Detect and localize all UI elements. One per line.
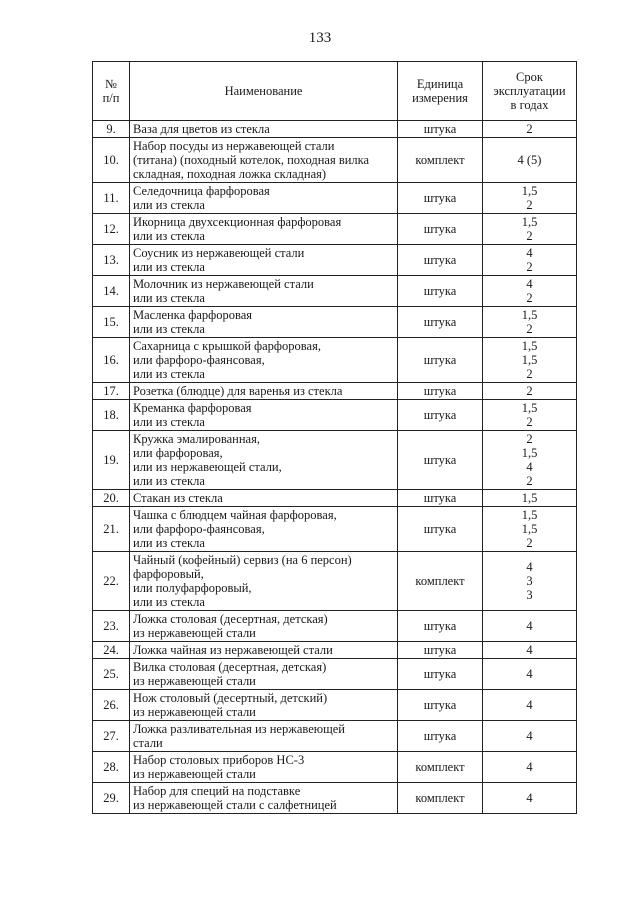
header-num: № п/п [93,62,130,121]
table-row [93,183,577,214]
item-unit: штука [398,507,483,552]
row-number: 21. [93,507,130,552]
item-unit: штука [398,383,483,400]
item-name: Ложка столовая (десертная, детская) из нержавеющей стали [130,611,398,642]
item-name: Нож столовый (десертный, детский) из нержавеющей стали [130,690,398,721]
item-unit: штука [398,183,483,214]
row-number: 25. [93,659,130,690]
row-number: 19. [93,431,130,490]
item-term: 4 [483,659,577,690]
item-name: Чашка с блюдцем чайная фарфоровая, или фарфоро-фаянсовая, или из стекла [130,507,398,552]
table-header-row [93,62,577,121]
item-name: Ложка чайная из нержавеющей стали [130,642,398,659]
table-row [93,214,577,245]
row-number: 11. [93,183,130,214]
item-term: 1,5 1,5 2 [483,338,577,383]
table-row [93,121,577,138]
item-unit: комплект [398,752,483,783]
row-number: 18. [93,400,130,431]
item-unit: штука [398,721,483,752]
row-number: 27. [93,721,130,752]
item-unit: штука [398,690,483,721]
item-term: 4 [483,752,577,783]
row-number: 23. [93,611,130,642]
row-number: 16. [93,338,130,383]
item-term: 4 2 [483,245,577,276]
table-row [93,276,577,307]
item-unit: штука [398,431,483,490]
table-row [93,490,577,507]
table-row [93,383,577,400]
row-number: 14. [93,276,130,307]
item-name: Ваза для цветов из стекла [130,121,398,138]
item-term: 2 [483,121,577,138]
row-number: 12. [93,214,130,245]
item-term: 2 [483,383,577,400]
item-term: 1,5 2 [483,183,577,214]
table-row [93,338,577,383]
table-row [93,552,577,611]
item-unit: штука [398,642,483,659]
table-row [93,245,577,276]
table-row [93,642,577,659]
row-number: 13. [93,245,130,276]
item-name: Набор посуды из нержавеющей стали (титана) (походный котелок, походная вилка складная, походная ложка складная) [130,138,398,183]
row-number: 10. [93,138,130,183]
table-row [93,690,577,721]
item-term: 2 1,5 4 2 [483,431,577,490]
row-number: 9. [93,121,130,138]
item-name: Набор столовых приборов НС-3 из нержавеющей стали [130,752,398,783]
item-name: Розетка (блюдце) для варенья из стекла [130,383,398,400]
page-number: 133 [308,30,332,46]
table-row [93,431,577,490]
item-name: Вилка столовая (десертная, детская) из нержавеющей стали [130,659,398,690]
item-term: 1,5 2 [483,214,577,245]
item-name: Масленка фарфоровая или из стекла [130,307,398,338]
item-unit: комплект [398,138,483,183]
item-term: 4 (5) [483,138,577,183]
item-term: 4 3 3 [483,552,577,611]
header-term: Срок эксплуатации в годах [483,62,577,121]
row-number: 24. [93,642,130,659]
item-name: Стакан из стекла [130,490,398,507]
item-name: Селедочница фарфоровая или из стекла [130,183,398,214]
item-term: 1,5 2 [483,307,577,338]
row-number: 22. [93,552,130,611]
item-term: 4 [483,642,577,659]
row-number: 20. [93,490,130,507]
item-unit: штука [398,611,483,642]
item-term: 4 2 [483,276,577,307]
header-unit: Единица измерения [398,62,483,121]
item-name: Креманка фарфоровая или из стекла [130,400,398,431]
item-name: Набор для специй на подставке из нержавеющей стали с салфетницей [130,783,398,814]
item-unit: штука [398,659,483,690]
item-name: Молочник из нержавеющей стали или из стекла [130,276,398,307]
item-name: Кружка эмалированная, или фарфоровая, или из нержавеющей стали, или из стекла [130,431,398,490]
item-unit: штука [398,276,483,307]
item-term: 4 [483,690,577,721]
table-row [93,138,577,183]
item-term: 4 [483,611,577,642]
table-row [93,752,577,783]
item-term: 4 [483,783,577,814]
row-number: 15. [93,307,130,338]
item-term: 4 [483,721,577,752]
item-term: 1,5 2 [483,400,577,431]
item-unit: комплект [398,783,483,814]
table-row [93,611,577,642]
item-unit: штука [398,490,483,507]
item-unit: штука [398,400,483,431]
table-row [93,307,577,338]
item-unit: штука [398,214,483,245]
item-name: Икорница двухсекционная фарфоровая или из стекла [130,214,398,245]
item-unit: штука [398,121,483,138]
items-table [92,61,577,814]
row-number: 26. [93,690,130,721]
item-unit: штука [398,245,483,276]
table-row [93,721,577,752]
item-name: Соусник из нержавеющей стали или из стекла [130,245,398,276]
row-number: 17. [93,383,130,400]
item-unit: штука [398,307,483,338]
item-unit: комплект [398,552,483,611]
item-unit: штука [398,338,483,383]
item-term: 1,5 [483,490,577,507]
table-row [93,659,577,690]
item-name: Ложка разливательная из нержавеющей стали [130,721,398,752]
table-row [93,400,577,431]
item-name: Сахарница с крышкой фарфоровая, или фарфоро-фаянсовая, или из стекла [130,338,398,383]
item-name: Чайный (кофейный) сервиз (на 6 персон) фарфоровый, или полуфарфоровый, или из стекла [130,552,398,611]
row-number: 29. [93,783,130,814]
table-row [93,783,577,814]
header-name: Наименование [130,62,398,121]
item-term: 1,5 1,5 2 [483,507,577,552]
table-row [93,507,577,552]
row-number: 28. [93,752,130,783]
